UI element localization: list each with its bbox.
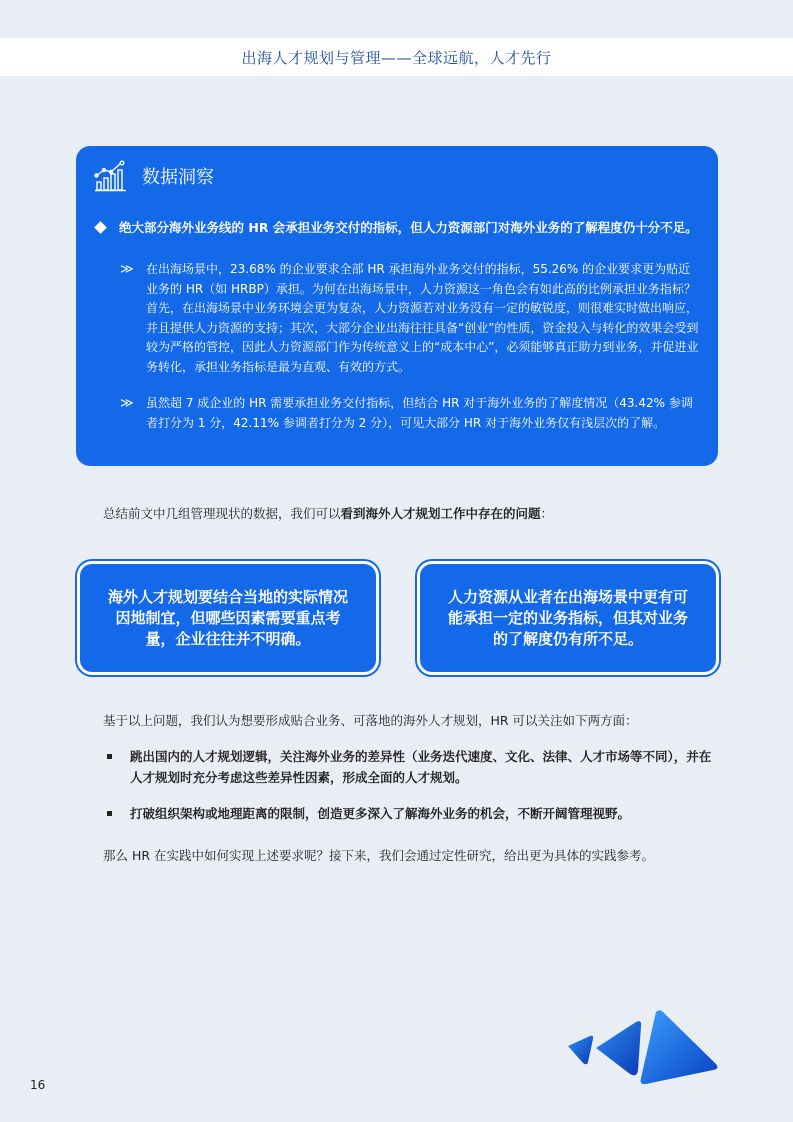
insight-sub-point [120, 260, 702, 377]
insight-sub-point [120, 394, 702, 433]
closing-paragraph: 那么 HR 在实践中如何实现上述要求呢？接下来，我们会通过定性研究，给出更为具体的实践参考。 [103, 848, 655, 863]
summary-paragraph: 总结前文中几组管理现状的数据，我们可以看到海外人才规划工作中存在的问题： [103, 506, 554, 521]
page-header [0, 38, 793, 76]
summary-emphasis: 看到海外人才规划工作中存在的问题 [340, 506, 541, 521]
insight-title: 数据洞察 [142, 167, 214, 188]
square-bullet-icon [107, 811, 112, 816]
double-chevron-icon: ≫ [120, 262, 134, 277]
insight-header [94, 160, 214, 192]
square-bullet-icon [107, 754, 112, 759]
problem-callout-1: 海外人才规划要结合当地的实际情况因地制宜，但哪些因素需要重点考量，企业往往并不明确。 [80, 564, 376, 672]
data-insight-box [76, 146, 718, 466]
page-number: 16 [30, 1078, 46, 1092]
double-chevron-icon: ≫ [120, 396, 134, 411]
diamond-icon [94, 221, 107, 234]
list-item: 打破组织架构或地理距离的限制，创造更多深入了解海外业务的机会，不断开阔管理视野。 [103, 803, 723, 824]
insight-main-point [92, 218, 702, 237]
main-point-text: 绝大部分海外业务线的 HR 会承担业务交付的指标，但人力资源部门对海外业务的了解程度仍十分不足。 [119, 220, 698, 235]
sub-point-text: 在出海场景中，23.68% 的企业要求全部 HR 承担海外业务交付的指标，55.26% 的企业要求更为贴近业务的 HR（如 HRBP）承担。为何在出海场景中，人力资源这一角色会有如此高的比例承担业务指标？首先，在出海场景中业务环境会更为复杂，人力资源若对业务没有一定的敏锐度，则很难实时做出响应，并且提供人力资源的支持；其次，大部分企业出海往往具备“创业”的性质，资金投入与转化的效果会受到较为严格的管控，因此人力资源部门作为传统意义上的“成本中心”，必须能够真正助力到业务，并促进业务转化，承担业务指标是最为直观、有效的方式。 [146, 262, 699, 374]
based-on-paragraph: 基于以上问题，我们认为想要形成贴合业务、可落地的海外人才规划，HR 可以关注如下两方面： [103, 713, 638, 728]
sub-point-text: 虽然超 7 成企业的 HR 需要承担业务交付指标，但结合 HR 对于海外业务的了解度情况（43.42% 参调者打分为 1 分，42.11% 参调者打分为 2 分），可见大部分 HR 对于海外业务仅有浅层次的了解。 [146, 396, 693, 430]
decorative-triangles-icon [566, 1008, 720, 1088]
list-item: 跳出国内的人才规划逻辑，关注海外业务的差异性（业务迭代速度、文化、法律、人才市场等不同），并在人才规划时充分考虑这些差异性因素，形成全面的人才规划。 [103, 746, 723, 788]
header-title: 出海人才规划与管理——全球远航，人才先行 [241, 48, 552, 67]
problem-callout-2: 人力资源从业者在出海场景中更有可能承担一定的业务指标，但其对业务的了解度仍有所不足。 [420, 564, 716, 672]
chart-growth-icon [94, 160, 128, 192]
